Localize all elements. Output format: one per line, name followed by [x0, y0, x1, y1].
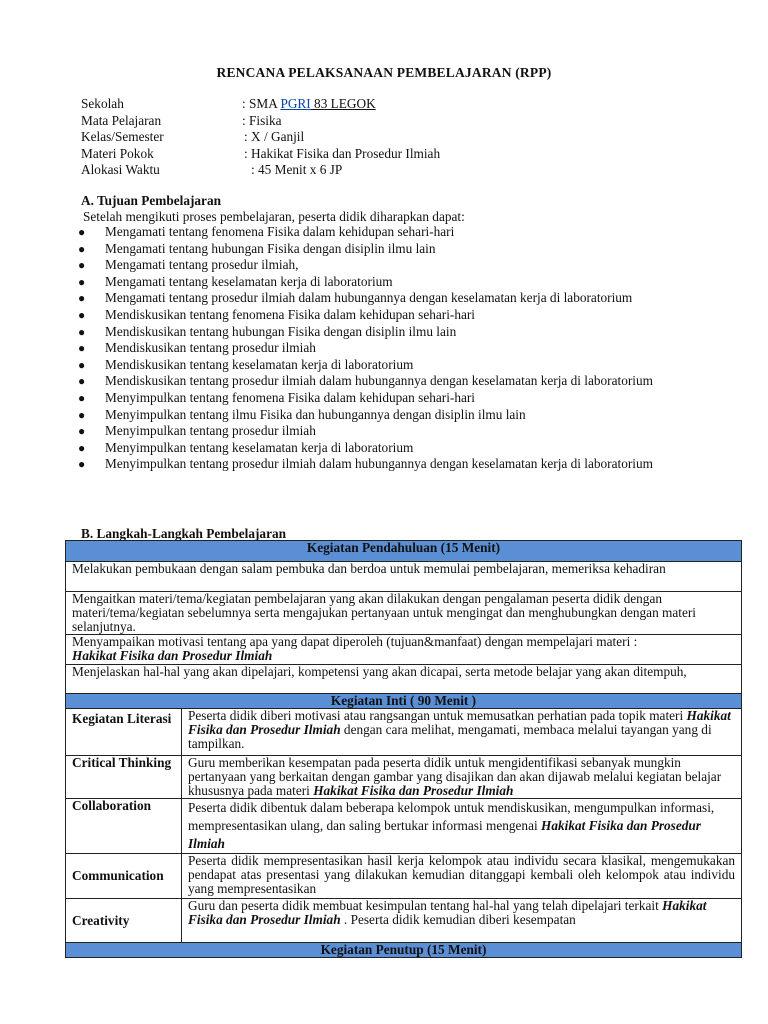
- objective-text: Mengamati tentang fenomena Fisika dalam kehidupan sehari-hari: [105, 224, 455, 239]
- bullet-icon: ●: [78, 307, 86, 322]
- time-value: : 45 Menit x 6 JP: [251, 162, 343, 178]
- topic-emphasis: Hakikat Fisika dan Prosedur Ilmiah: [313, 783, 514, 798]
- objective-text: Mengamati tentang keselamatan kerja di laboratorium: [105, 273, 393, 289]
- objective-item: [0, 340, 768, 357]
- objective-item: [0, 290, 768, 307]
- class-label: Kelas/Semester: [81, 129, 164, 145]
- bullet-icon: ●: [78, 407, 86, 422]
- objective-text: Mendiskusikan tentang keselamatan kerja di laboratorium: [105, 356, 414, 372]
- core-row-text: Guru dan peserta didik membuat kesimpulan tentang hal-hal yang telah dipelajari terkait Hakikat Fisika dan Prosedur Ilmiah . Peserta didik kemudian diberi kesempatan: [182, 899, 742, 943]
- intro-row: Mengaitkan materi/tema/kegiatan pembelajaran yang akan dilakukan dengan pengalaman peserta didik dengan materi/tema/kegiatan sebelumnya serta mengajukan pertanyaan untuk mengingat dan menghubungkan dengan materi selanjutnya.: [66, 592, 742, 635]
- core-row-text: Peserta didik diberi motivasi atau rangsangan untuk memusatkan perhatian pada topik materi Hakikat Fisika dan Prosedur Ilmiah dengan cara melihat, mengamati, membaca melalui tayangan yang di tampilkan.: [182, 709, 742, 756]
- topic-emphasis: Hakikat Fisika dan Prosedur Ilmiah: [188, 898, 707, 927]
- bullet-icon: ●: [78, 357, 86, 372]
- objective-text: Mendiskusikan tentang hubungan Fisika dengan disiplin ilmu lain: [105, 323, 457, 339]
- school-label: Sekolah: [81, 96, 124, 111]
- topic-label: Materi Pokok: [81, 145, 154, 161]
- bullet-icon: ●: [78, 291, 86, 306]
- objective-item: [0, 274, 768, 291]
- topic-emphasis: Hakikat Fisika dan Prosedur Ilmiah: [72, 648, 273, 663]
- intro-activity-header: Kegiatan Pendahuluan (15 Menit): [66, 541, 742, 562]
- topic-emphasis: Hakikat Fisika dan Prosedur Ilmiah: [188, 818, 701, 851]
- objective-text: Mengamati tentang prosedur ilmiah,: [105, 257, 299, 273]
- intro-row: [66, 635, 742, 665]
- core-row-label: Creativity: [66, 899, 182, 943]
- objective-text: Menyimpulkan tentang ilmu Fisika dan hubungannya dengan disiplin ilmu lain: [105, 406, 526, 422]
- core-row-text: Peserta didik mempresentasikan hasil kerja kelompok atau individu secara klasikal, mengemukakan pendapat atas presentasi yang dilakukan kemudian ditanggapi kembali oleh kelompok atau individu yang mempresentasikan: [182, 854, 742, 899]
- bullet-icon: ●: [78, 390, 86, 405]
- topic-emphasis: Hakikat Fisika dan Prosedur Ilmiah: [188, 708, 731, 737]
- objective-text: Menyimpulkan tentang prosedur ilmiah dalam hubungannya dengan keselamatan kerja di laboratorium: [105, 456, 653, 472]
- subject-label: Mata Pelajaran: [81, 112, 162, 128]
- objective-text: Menyimpulkan tentang prosedur ilmiah: [105, 423, 316, 439]
- learning-steps-table: [65, 540, 742, 958]
- core-row-label: Collaboration: [66, 799, 182, 854]
- bullet-icon: ●: [78, 274, 86, 289]
- objective-text: Menyimpulkan tentang keselamatan kerja di laboratorium: [105, 439, 414, 455]
- intro-row-text: Menyampaikan motivasi tentang apa yang dapat diperoleh (tujuan&manfaat) dengan mempelajari materi :: [72, 634, 638, 649]
- bullet-icon: ●: [78, 341, 86, 356]
- objective-text: Mendiskusikan tentang fenomena Fisika dalam kehidupan sehari-hari: [105, 306, 475, 322]
- bullet-icon: ●: [78, 457, 86, 472]
- bullet-icon: ●: [78, 241, 86, 256]
- time-label: Alokasi Waktu: [81, 162, 160, 178]
- objective-item: [0, 357, 768, 374]
- core-row-label: Communication: [66, 854, 182, 899]
- class-value: : X / Ganjil: [244, 129, 305, 145]
- core-row-text: Peserta didik dibentuk dalam beberapa kelompok untuk mendiskusikan, mengumpulkan informasi, mempresentasikan ulang, dan saling bertukar informasi mengenai Hakikat Fisika dan Prosedur Ilmiah: [182, 799, 742, 854]
- bullet-icon: ●: [78, 258, 86, 273]
- objectives-list: [0, 224, 768, 473]
- objective-item: [0, 324, 768, 341]
- objective-text: Mendiskusikan tentang prosedur ilmiah: [105, 340, 316, 356]
- objective-item: [0, 373, 768, 390]
- objective-item: [0, 390, 768, 407]
- bullet-icon: ●: [78, 374, 86, 389]
- school-prefix: : SMA: [242, 96, 281, 111]
- objective-item: [0, 407, 768, 424]
- objective-item: [0, 440, 768, 457]
- bullet-icon: ●: [78, 225, 86, 239]
- subject-value: : Fisika: [242, 112, 282, 128]
- objective-item: [0, 423, 768, 440]
- objective-item: [0, 241, 768, 258]
- objective-text: Mendiskusikan tentang prosedur ilmiah dalam hubungannya dengan keselamatan kerja di laboratorium: [105, 373, 653, 389]
- school-link[interactable]: PGRI: [280, 96, 311, 111]
- objective-text: Mengamati tentang hubungan Fisika dengan disiplin ilmu lain: [105, 240, 436, 256]
- bullet-icon: ●: [78, 424, 86, 439]
- bullet-icon: ●: [78, 440, 86, 455]
- closing-activity-header: Kegiatan Penutup (15 Menit): [66, 943, 742, 958]
- school-suffix: 83 LEGOK: [310, 96, 376, 111]
- objective-item: [0, 307, 768, 324]
- intro-row: Melakukan pembukaan dengan salam pembuka dan berdoa untuk memulai pembelajaran, memeriksa kehadiran: [66, 562, 742, 592]
- intro-row: Menjelaskan hal-hal yang akan dipelajari, kompetensi yang akan dicapai, serta metode belajar yang akan ditempuh,: [66, 665, 742, 694]
- objective-text: Mengamati tentang prosedur ilmiah dalam hubungannya dengan keselamatan kerja di laboratorium: [105, 290, 633, 306]
- core-activity-header: Kegiatan Inti ( 90 Menit ): [66, 694, 742, 709]
- topic-value: : Hakikat Fisika dan Prosedur Ilmiah: [244, 145, 441, 161]
- section-a-heading: A. Tujuan Pembelajaran: [81, 193, 222, 208]
- school-value: [242, 96, 376, 113]
- core-row-label: Critical Thinking: [66, 756, 182, 799]
- section-b-heading: B. Langkah-Langkah Pembelajaran: [81, 526, 287, 541]
- bullet-icon: ●: [78, 324, 86, 339]
- objective-item: [0, 257, 768, 274]
- objective-item: [0, 456, 768, 473]
- objective-item: [0, 224, 768, 241]
- objective-text: Menyimpulkan tentang fenomena Fisika dalam kehidupan sehari-hari: [105, 389, 475, 405]
- document-title: RENCANA PELAKSANAAN PEMBELAJARAN (RPP): [216, 65, 552, 80]
- section-a-intro: Setelah mengikuti proses pembelajaran, peserta didik diharapkan dapat:: [83, 209, 465, 224]
- core-row-label: Kegiatan Literasi: [66, 709, 182, 756]
- core-row-text: Guru memberikan kesempatan pada peserta didik untuk mengidentifikasi sebanyak mungkin pertanyaan yang berkaitan dengan gambar yang disajikan dan akan dijawab melalui kegiatan belajar khususnya pada materi Hakikat Fisika dan Prosedur Ilmiah: [182, 756, 742, 799]
